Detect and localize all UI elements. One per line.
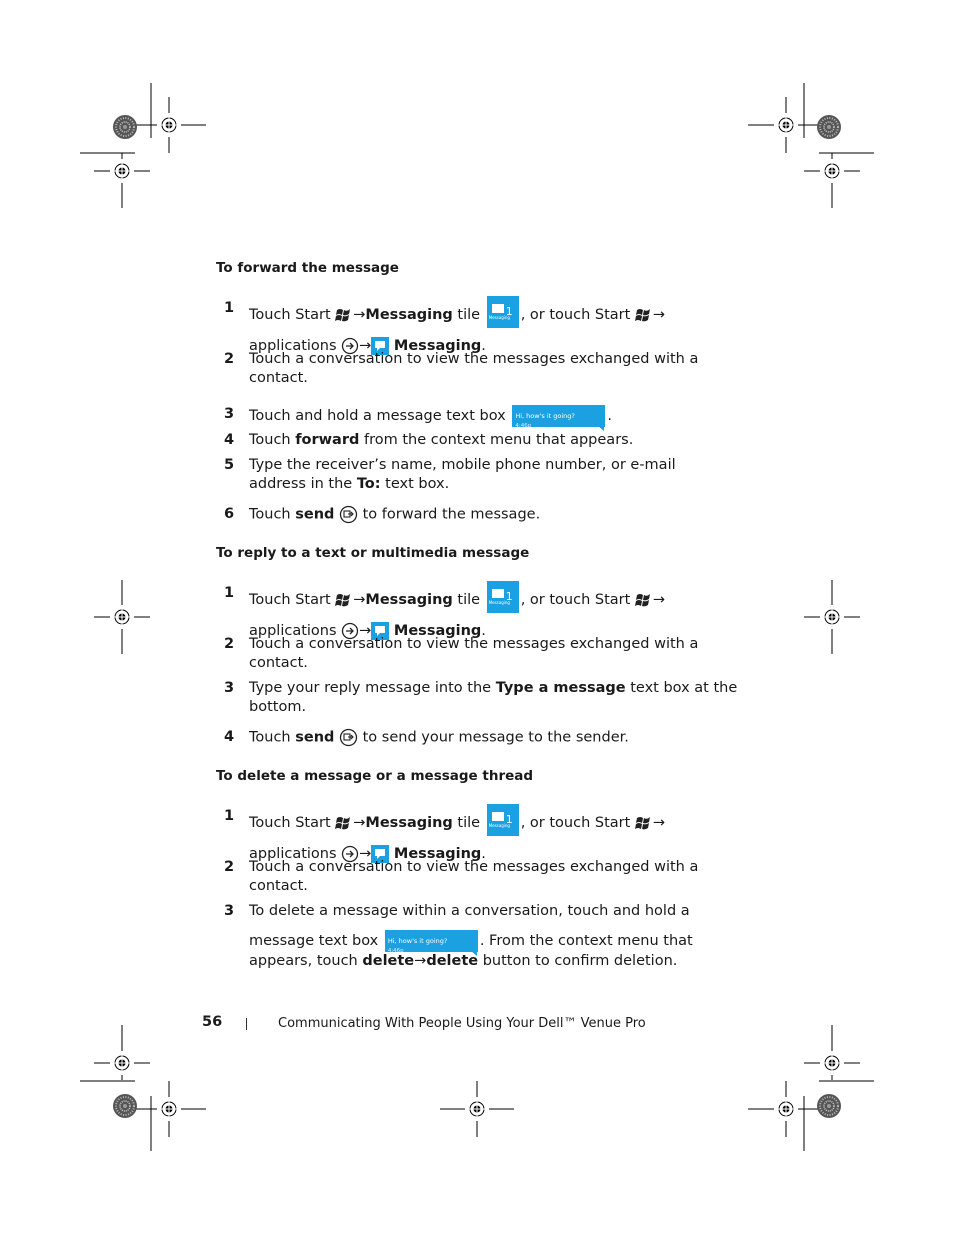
messaging-tile-icon: 1 Messaging bbox=[487, 296, 519, 328]
windows-start-icon bbox=[335, 591, 353, 609]
section-heading-reply: To reply to a text or multimedia message bbox=[216, 545, 530, 561]
messaging-tile-icon: 1 Messaging bbox=[487, 581, 519, 613]
footer-divider bbox=[246, 1018, 247, 1030]
section-heading-forward: To forward the message bbox=[216, 260, 399, 276]
windows-start-icon bbox=[335, 306, 353, 324]
windows-start-icon bbox=[335, 814, 353, 832]
windows-start-icon bbox=[635, 591, 653, 609]
message-text-box-icon: Hi, how's it going? 4:46p bbox=[385, 930, 478, 952]
windows-start-icon bbox=[635, 306, 653, 324]
footer-title: Communicating With People Using Your Dell™ Venue Pro bbox=[278, 1016, 646, 1031]
send-icon bbox=[339, 505, 358, 524]
message-text-box-icon: Hi, how's it going? 4:46p bbox=[512, 405, 605, 427]
messaging-tile-icon: 1 Messaging bbox=[487, 804, 519, 836]
section-heading-delete: To delete a message or a message thread bbox=[216, 768, 534, 784]
page-number: 56 bbox=[202, 1014, 223, 1030]
send-icon bbox=[339, 728, 358, 747]
windows-start-icon bbox=[635, 814, 653, 832]
